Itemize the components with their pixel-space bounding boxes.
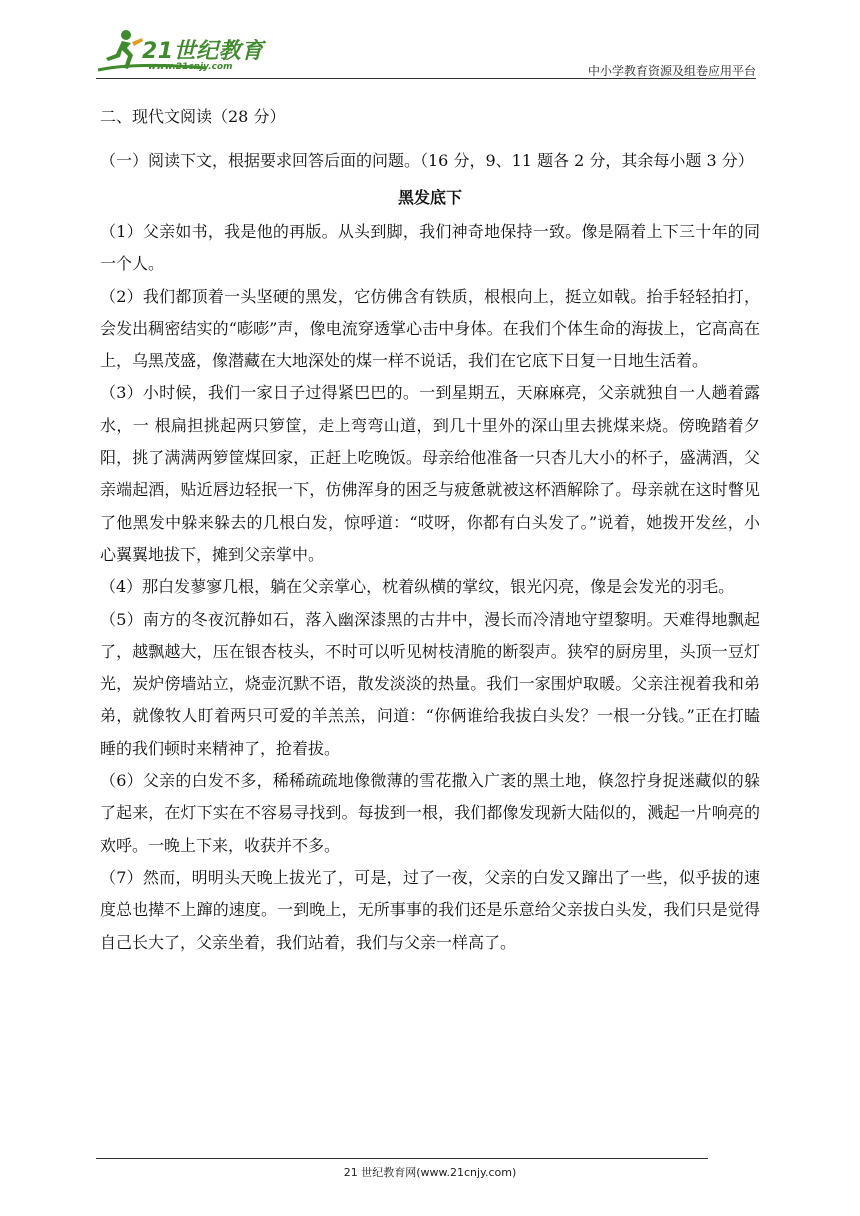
- platform-name: 中小学教育资源及组卷应用平台: [587, 64, 756, 78]
- footer-divider: [96, 1158, 708, 1159]
- page-header: [96, 28, 756, 80]
- logo-text: 21世纪教育: [142, 39, 264, 64]
- page-footer: 21 世纪教育网(www.21cnjy.com): [343, 1166, 517, 1179]
- paragraph-6: （6）父亲的白发不多，稀稀疏疏地像微薄的雪花撒入广袤的黑土地，倏忽拧身捉迷藏似的躲了起来，在灯下实在不容易寻找到。每拔到一根，我们都像发现新大陆似的，溅起一片响亮的欢呼。一晚上下来，收获并不多。: [100, 771, 760, 855]
- header-divider: [96, 78, 756, 79]
- section-heading: 二、现代文阅读（28 分）: [100, 107, 286, 126]
- document-body: [100, 100, 760, 959]
- paragraph-5: （5）南方的冬夜沉静如石，落入幽深漆黑的古井中，漫长而冷清地守望黎明。天难得地飘起了，越飘越大，压在银杏枝头，不时可以听见树枝清脆的断裂声。狭窄的厨房里，头顶一豆灯光，炭炉傍墙站立，烧壶沉默不语，散发淡淡的热量。我们一家围炉取暖。父亲注视着我和弟弟，就像牧人盯着两只可爱的羊羔羔，问道：“你俩谁给我拔白头发？一根一分钱。”正在打瞌睡的我们顿时来精神了，抢着拔。: [100, 609, 760, 758]
- logo-url: www.21cnjy.com: [148, 62, 233, 72]
- reading-instruction: （一）阅读下文，根据要求回答后面的问题。（16 分，9、11 题各 2 分，其余每小题 3 分）: [100, 151, 754, 170]
- paragraph-2: （2）我们都顶着一头坚硬的黑发，它仿佛含有铁质，根根向上，挺立如戟。抬手轻轻拍打，会发出稠密结实的“嘭嘭”声，像电流穿透掌心击中身体。在我们个体生命的海拔上，它高高在上，乌黑茂盛，像潜藏在大地深处的煤一样不说话，我们在它底下日复一日地生活着。: [100, 286, 760, 371]
- paragraph-1: （1）父亲如书，我是他的再版。从头到脚，我们神奇地保持一致。像是隔着上下三十年的同一个人。: [100, 222, 760, 274]
- paragraph-4: （4）那白发蓼寥几根，躺在父亲掌心，枕着纵横的掌纹，银光闪亮，像是会发光的羽毛。: [100, 577, 735, 597]
- article-title: 黑发底下: [397, 188, 462, 207]
- paragraph-3: （3）小时候，我们一家日子过得紧巴巴的。一到星期五，天麻麻亮，父亲就独自一人趟着露水，一 根扁担挑起两只箩筐，走上弯弯山道，到几十里外的深山里去挑煤来烧。傍晚踏着夕阳，挑了满满两箩筐煤回家，正赶上吃晚饭。母亲给他准备一只杏儿大小的杯子，盛满酒，父亲端起酒，贴近唇边轻抿一下，仿佛浑身的困乏与疲惫就被这杯酒解除了。母亲就在这时瞥见了他黑发中躲来躲去的几根白发，惊呼道：“哎呀，你都有白头发了。”说着，她拨开发丝，小心翼翼地拔下，摊到父亲掌中。: [100, 383, 760, 564]
- paragraph-7: （7）然而，明明头天晚上拔光了，可是，过了一夜，父亲的白发又蹿出了一些，似乎拔的速度总也撵不上蹿的速度。一到晚上，无所事事的我们还是乐意给父亲拔白头发，我们只是觉得自己长大了，父亲坐着，我们站着，我们与父亲一样高了。: [100, 867, 760, 952]
